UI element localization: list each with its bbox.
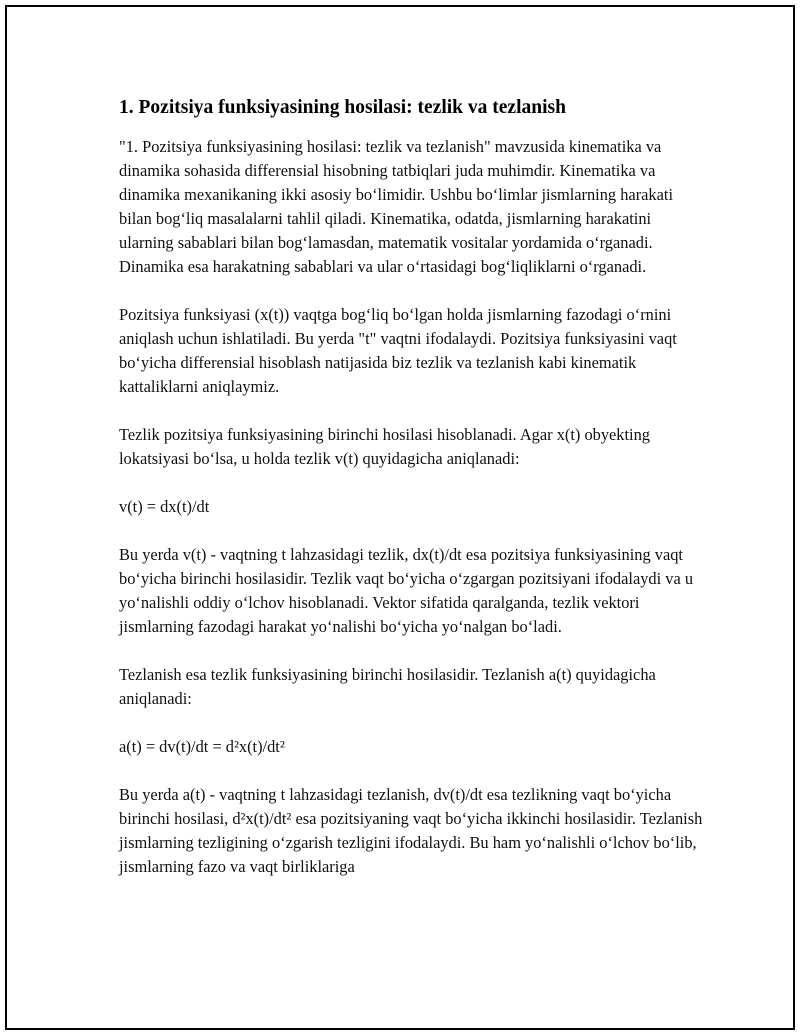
acceleration-paragraph: Tezlanish esa tezlik funksiyasining birinchi hosilasidir. Tezlanish a(t) quyidagicha aniqlanadi: — [119, 665, 656, 708]
acceleration-formula: a(t) = dv(t)/dt = d²x(t)/dt² — [119, 737, 285, 756]
document-body — [119, 95, 709, 903]
section-heading: 1. Pozitsiya funksiyasining hosilasi: tezlik va tezlanish — [119, 97, 566, 118]
intro-paragraph: "1. Pozitsiya funksiyasining hosilasi: tezlik va tezlanish" mavzusida kinematika va dinamika sohasida differensial hisobning tatbiqlari juda muhimdir. Kinematika va dinamika mexanikaning ikki asosiy bo‘limidir. Ushbu bo‘limlar jismlarning harakati bilan bog‘liq masalalarni tahlil qiladi. Kinematika, odatda, jismlarning harakatini ularning sabablari bilan bog‘lamasdan, matematik vositalar yordamida o‘rganadi. Dinamika esa harakatning sabablari va ular o‘rtasidagi bog‘liqliklarni o‘rganadi. — [119, 137, 673, 276]
document-page — [5, 5, 795, 1030]
acceleration-explanation-paragraph: Bu yerda a(t) - vaqtning t lahzasidagi tezlanish, dv(t)/dt esa tezlikning vaqt bo‘yicha birinchi hosilasi, d²x(t)/dt² esa pozitsiyaning vaqt bo‘yicha ikkinchi hosilasidir. Tezlanish jismlarning tezligining o‘zgarish tezligini ifodalaydi. Bu ham yo‘nalishli o‘lchov bo‘lib, jismlarning fazo va vaqt birliklariga — [119, 785, 703, 876]
velocity-explanation-paragraph: Bu yerda v(t) - vaqtning t lahzasidagi tezlik, dx(t)/dt esa pozitsiya funksiyasining vaqt bo‘yicha birinchi hosilasidir. Tezlik vaqt bo‘yicha o‘zgargan pozitsiyani ifodalaydi va u yo‘nalishli oddiy o‘lchov hisoblanadi. Vektor sifatida qaralganda, tezlik vektori jismlarning fazodagi harakat yo‘nalishi bo‘yicha yo‘nalgan bo‘ladi. — [119, 545, 694, 636]
velocity-formula: v(t) = dx(t)/dt — [119, 497, 210, 516]
position-function-paragraph: Pozitsiya funksiyasi (x(t)) vaqtga bog‘liq bo‘lgan holda jismlarning fazodagi o‘rnini aniqlash uchun ishlatiladi. Bu yerda "t" vaqtni ifodalaydi. Pozitsiya funksiyasini vaqt bo‘yicha differensial hisoblash natijasida biz tezlik va tezlanish kabi kinematik kattaliklarni aniqlaymiz. — [119, 305, 677, 396]
velocity-paragraph: Tezlik pozitsiya funksiyasining birinchi hosilasi hisoblanadi. Agar x(t) obyekting lokatsiyasi bo‘lsa, u holda tezlik v(t) quyidagicha aniqlanadi: — [119, 425, 651, 468]
